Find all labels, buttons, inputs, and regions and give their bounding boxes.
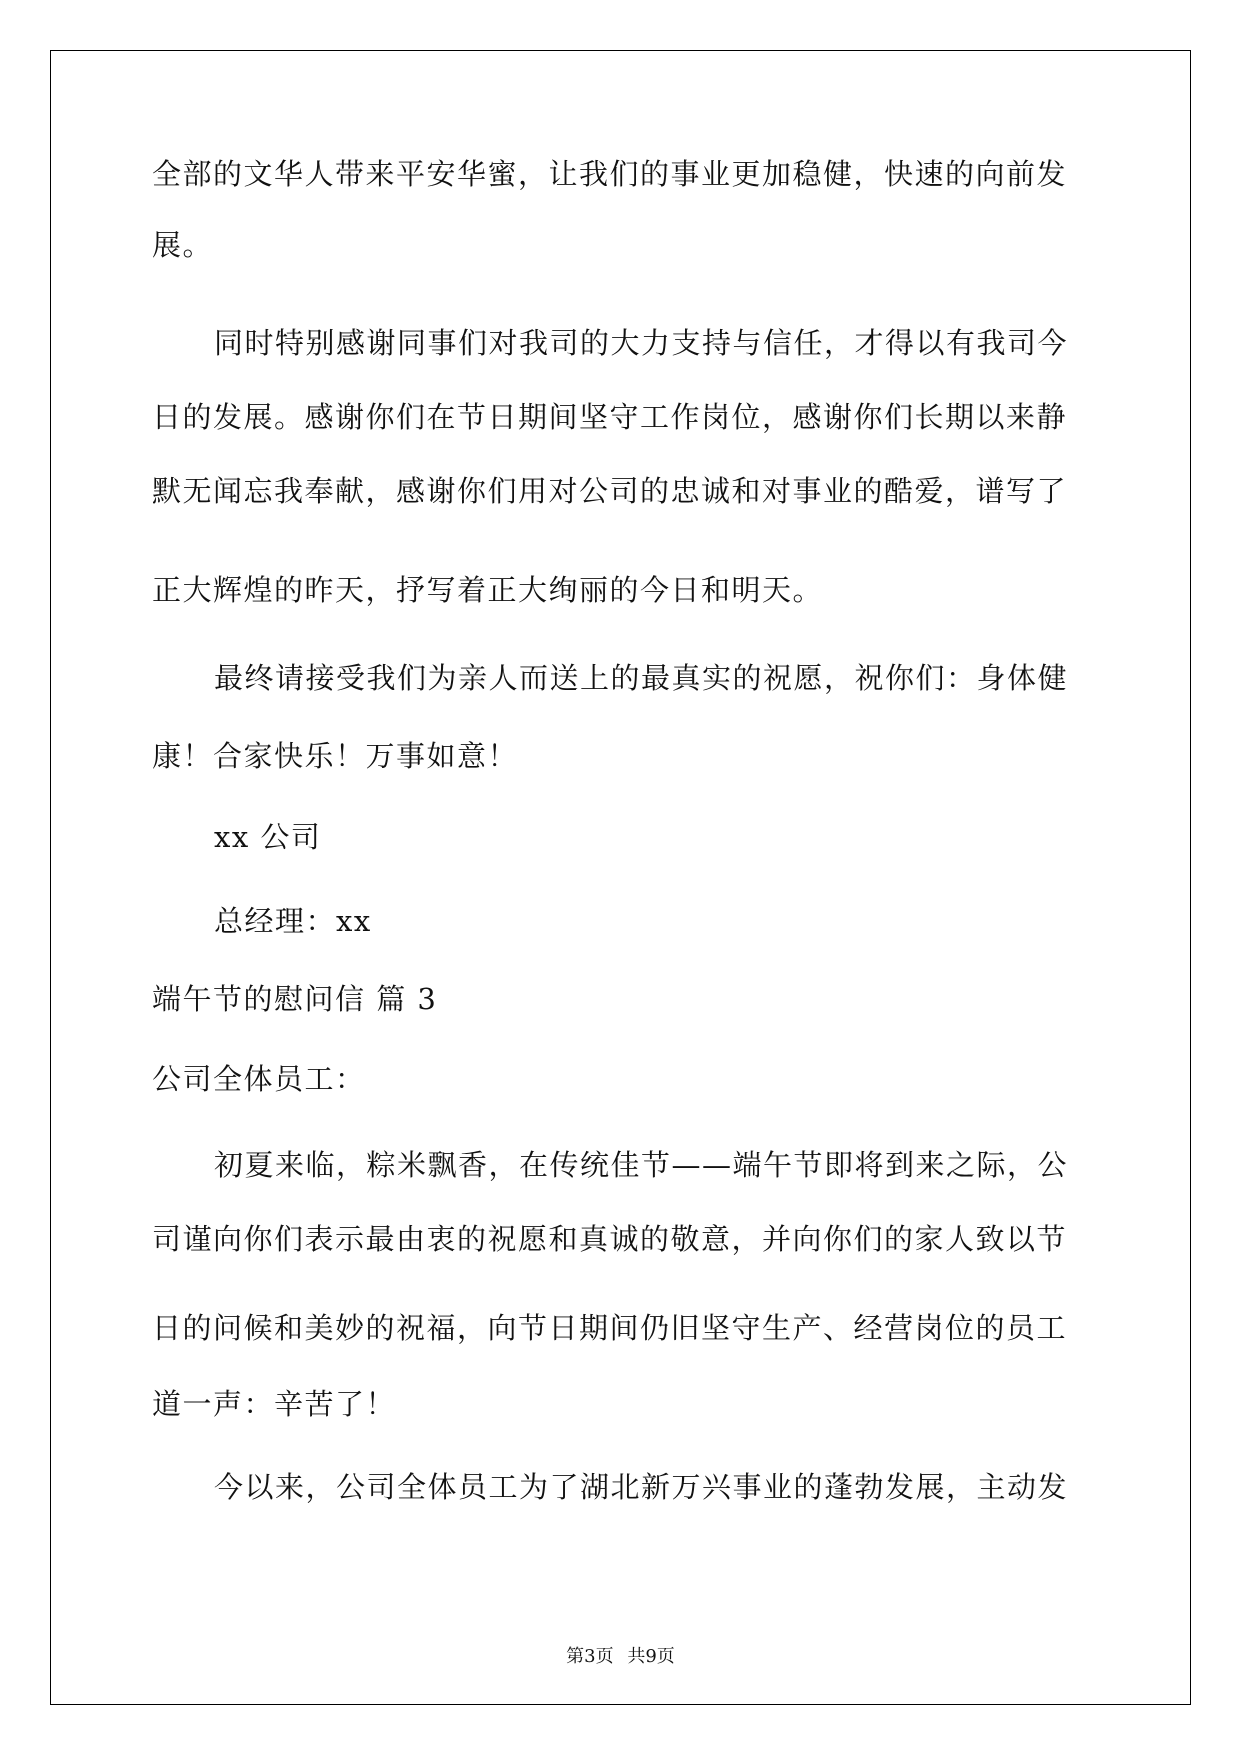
paragraph-5-line-1: 今以来，公司全体员工为了湖北新万兴事业的蓬勃发展，主动发 (214, 1470, 1069, 1504)
paragraph-4-line-2: 司谨向你们表示最由衷的祝愿和真诚的敬意，并向你们的家人致以节 (152, 1222, 1068, 1256)
paragraph-1-line-1: 全部的文华人带来平安华蜜，让我们的事业更加稳健，快速的向前发 (152, 157, 1068, 191)
paragraph-2-line-2: 日的发展。感谢你们在节日期间坚守工作岗位，感谢你们长期以来静 (152, 400, 1068, 434)
paragraph-3-line-1: 最终请接受我们为亲人而送上的最真实的祝愿，祝你们：身体健 (214, 661, 1069, 695)
paragraph-4-line-4: 道一声：辛苦了！ (152, 1387, 397, 1421)
page-border (50, 50, 1191, 1705)
signature-company: xx 公司 (214, 820, 322, 854)
section-title: 端午节的慰问信 篇 3 (152, 982, 438, 1016)
page-footer (0, 1648, 1241, 1666)
paragraph-3-line-2: 康！合家快乐！万事如意！ (152, 739, 519, 773)
total-pages: 共9页 (627, 1646, 675, 1667)
paragraph-1-line-2: 展。 (152, 228, 214, 262)
paragraph-4-line-1: 初夏来临，粽米飘香，在传统佳节——端午节即将到来之际，公 (214, 1148, 1069, 1182)
paragraph-2-line-3: 默无闻忘我奉献，感谢你们用对公司的忠诚和对事业的酷爱，谱写了 (152, 474, 1068, 508)
signature-manager: 总经理：xx (214, 904, 372, 938)
paragraph-2-line-4: 正大辉煌的昨天，抒写着正大绚丽的今日和明天。 (152, 573, 824, 607)
paragraph-4-line-3: 日的问候和美妙的祝福，向节日期间仍旧坚守生产、经营岗位的员工 (152, 1311, 1068, 1345)
current-page-number: 第3页 (566, 1646, 614, 1667)
salutation: 公司全体员工： (152, 1062, 366, 1096)
paragraph-2-line-1: 同时特别感谢同事们对我司的大力支持与信任，才得以有我司今 (214, 326, 1069, 360)
